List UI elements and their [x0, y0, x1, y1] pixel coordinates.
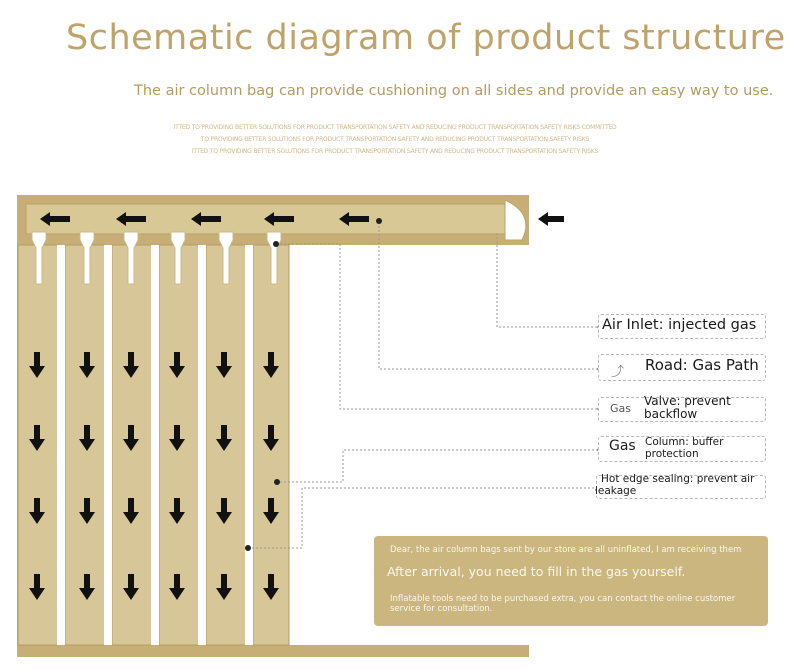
- wave-icon: ⤴: [611, 365, 625, 380]
- sealing-label-line-1: Hot edge sealing: prevent air: [601, 473, 755, 485]
- gas-tag-column: Gas: [609, 438, 636, 454]
- fine-print-line-3: ITTED TO PROVIDING BETTER SOLUTIONS FOR PRODUCT TRANSPORTATION SAFETY AND REDUCING PRODUCT TRANSPORTATION SAFETY RISKS: [191, 148, 599, 155]
- notice-line-1: Dear, the air column bags sent by our store are all uninflated, I am receiving them: [390, 545, 742, 555]
- valve-label-box: [598, 394, 766, 422]
- column-label-line-1: Column: buffer: [645, 436, 724, 448]
- air-inlet-label: Air Inlet: injected gas: [602, 317, 757, 333]
- column-label-box: [598, 436, 766, 462]
- bottom-frame: [17, 645, 529, 657]
- valve-label-line-1: Valve: prevent: [644, 394, 731, 408]
- leader-column: [276, 450, 600, 482]
- leader-dots: [245, 218, 603, 551]
- page-subtitle: The air column bag can provide cushioning on all sides and provide an easy way to use.: [134, 83, 774, 99]
- sealing-label-line-2: leakage: [595, 485, 637, 497]
- page-title: Schematic diagram of product structure: [66, 18, 786, 58]
- notice-panel: [374, 536, 768, 626]
- valve-label-line-2: backflow: [644, 407, 698, 421]
- gas-path-label-box: [598, 354, 766, 381]
- fine-print-line-2: TO PROVIDING BETTER SOLUTIONS FOR PRODUCT TRANSPORTATION SAFETY AND REDUCING PRODUCT TRANSPORTATION SAFETY RISKS: [200, 136, 590, 143]
- notice-line-2: After arrival, you need to fill in the gas yourself.: [387, 564, 686, 579]
- arrow-left-icon: [538, 212, 564, 226]
- gas-path-label: Road: Gas Path: [645, 356, 759, 374]
- sealing-label-box: [596, 475, 766, 499]
- gas-tag-valve: Gas: [610, 402, 631, 415]
- leader-air-inlet: [497, 233, 600, 327]
- notice-line-3: Inflatable tools need to be purchased extra, you can contact the online customer service for consultation.: [390, 594, 736, 615]
- air-inlet-label-box: [598, 314, 766, 339]
- leader-lines: [248, 222, 600, 548]
- fine-print-line-1: ITTED TO PROVIDING BETTER SOLUTIONS FOR PRODUCT TRANSPORTATION SAFETY AND REDUCING PRODUCT TRANSPORTATION SAFETY RISKS COMMITTED: [173, 124, 617, 131]
- column-label-line-2: protection: [645, 448, 699, 460]
